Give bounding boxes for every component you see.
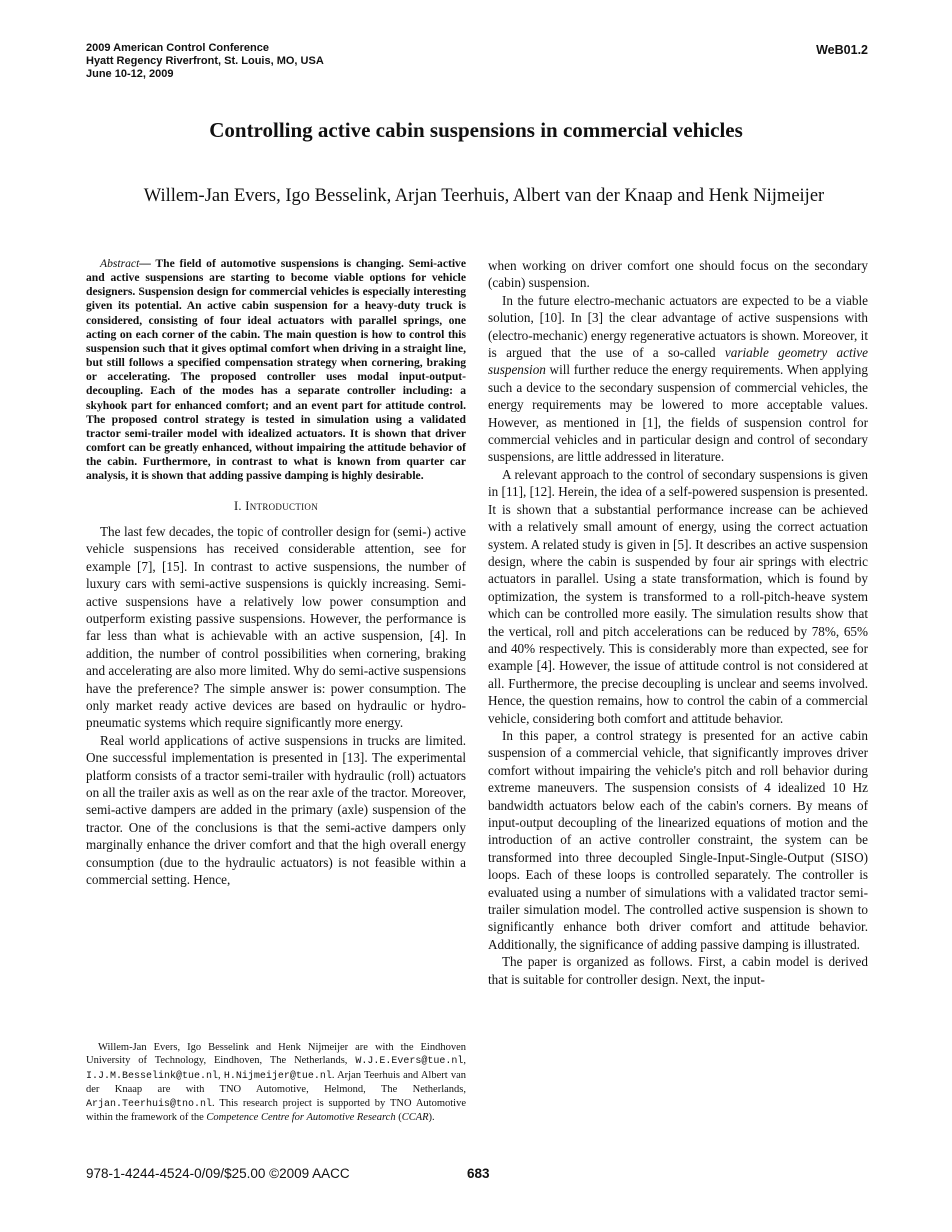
abstract-text: — The field of automotive suspensions is changing. Semi-active and active suspensions are starting to become viable options for vehicle designers. Suspension design for commercial vehicles is especially interesting given its potential. An active cabin suspension for a heavy-duty truck is considered, consisting of four ideal actuators with parallel springs, one acting on each corner of the cabin. The main question is how to control this suspension such that it gives optimal comfort when driving in a straight line, but still follows a specified compensation strategy when cornering, braking or accelerating. The proposed controller uses modal input-output-decoupling. Each of the modes has a separate controller including: a skyhook part for enhanced comfort; and an event part for attitude control. The proposed control strategy is tested in simulation using a validated tractor semi-trailer model with idealized actuators. It is shown that driver comfort can be greatly enhanced, without impairing the attitude behavior of the cabin. Furthermore, in contrast to what is known from quarter car analysis, it is shown that adding passive damping is highly desirable.	[86, 257, 466, 483]
page-number: 683	[467, 1166, 490, 1181]
right-column	[488, 257, 868, 988]
conference-dates: June 10-12, 2009	[86, 68, 174, 80]
left-column	[86, 257, 466, 888]
conference-header	[86, 42, 324, 81]
isbn-copyright: 978-1-4244-4524-0/09/$25.00 ©2009 AACC	[86, 1166, 350, 1181]
intro-paragraph-2: Real world applications of active suspensions in trucks are limited. One successful implementation is presented in [13]. The experimental platform consists of a tractor semi-trailer with hydraulic (roll) actuators on all the trailer axis as well as on the rear axle of the tractor. Moreover, semi-active dampers are added in the primary (axle) suspension of the tractor. One of the conclusions is that the semi-active dampers only marginally enhance the driver comfort and that the high overall energy consumption (due to the hydraulic actuators) is not feasible within a commercial setting. Hence,	[86, 732, 466, 888]
conference-venue: Hyatt Regency Riverfront, St. Louis, MO, USA	[86, 55, 324, 67]
intro-continuation: when working on driver comfort one should focus on the secondary (cabin) suspension.	[488, 258, 868, 291]
author-affiliation-footnote: Willem-Jan Evers, Igo Besselink and Henk Nijmeijer are with the Eindhoven University of Technology, Eindhoven, The Netherlands, W.J.E.Evers@tue.nl, I.J.M.Besselink@tue.nl, H.Nijmeijer@tue.nl. Arjan Teerhuis and Albert van der Knaap are with TNO Automotive, Helmond, The Netherlands, Arjan.Teerhuis@tno.nl. This research project is supported by TNO Automotive within the framework of the Competence Centre for Automotive Research (CCAR).	[86, 1042, 466, 1124]
email-link[interactable]: H.Nijmeijer@tue.nl	[223, 1070, 332, 1082]
conference-name: 2009 American Control Conference	[86, 42, 269, 54]
email-link[interactable]: W.J.E.Evers@tue.nl	[355, 1056, 464, 1068]
intro-paragraph-4: A relevant approach to the control of secondary suspensions is given in [11], [12]. Herein, the idea of a self-powered suspension is presented. It is shown that a substantial performance increase can be achieved with a relatively small amount of energy, using the correct actuation system. A related study is given in [5]. It describes an active suspension design, where the cabin is suspended by four air springs with electric actuators in parallel. Using a state transformation, which is found by optimization, the system is transformed to a roll-pitch-heave system which can be controlled more easily. The simulation results show that the vertical, roll and pitch accelerations can be reduced by 78%, 65% and 40% respectively. This is considerably more than expected, see for example [4]. However, the issue of attitude control is not considered at all. Furthermore, the precise decoupling is unclear and seems involved. Hence, the question remains, how to control the cabin of a commercial vehicle, considering both comfort and attitude behavior.	[488, 466, 868, 726]
paper-title: Controlling active cabin suspensions in commercial vehicles	[209, 118, 743, 142]
abstract	[86, 257, 466, 484]
intro-paragraph-3: In the future electro-mechanic actuators are expected to be a viable solution, [10]. In [3] the clear advantage of active suspensions with (electro-mechanic) energy regenerative actuators is shown. Moreover, it is argued that the use of a so-called variable geometry active suspension will further reduce the energy requirements. When applying such a device to the secondary suspension of commercial vehicles, the energy requirements may be lowered to more acceptable values. However, as mentioned in [1], the fields of suspension control for commercial vehicles and in particular design and control of secondary suspensions, are little addressed in literature.	[488, 292, 869, 465]
section-heading-introduction: I. Introduction	[233, 498, 319, 513]
session-code: WeB01.2	[816, 43, 868, 57]
email-link[interactable]: Arjan.Teerhuis@tno.nl	[86, 1098, 213, 1110]
author-list: Willem-Jan Evers, Igo Besselink, Arjan Teerhuis, Albert van der Knaap and Henk Nijmeijer	[143, 186, 825, 206]
intro-paragraph-6: The paper is organized as follows. First, a cabin model is derived that is suitable for controller design. Next, the input-	[488, 954, 868, 987]
intro-paragraph-5: In this paper, a control strategy is presented for an active cabin suspension of a commercial vehicle, that significantly improves driver comfort without impairing the vehicle's pitch and roll behavior during extreme maneuvers. The suspension consists of 4 idealized 10 Hz bandwidth actuators below each of the cabin's corners. By means of input-output decoupling of the linearized equations of motion and the introduction of an active controller constraint, the system can be transformed into three decoupled Single-Input-Single-Output (SISO) loops. Each of these loops is controlled separately. The controller is evaluated using a number of simulations with a validated tractor semi-trailer simulation model. The controlled active suspension is shown to significantly enhance both driver comfort and attitude behavior. Additionally, the significance of adding passive damping is illustrated.	[488, 727, 868, 952]
email-link[interactable]: I.J.M.Besselink@tue.nl	[86, 1070, 219, 1082]
abstract-label: Abstract	[100, 257, 140, 270]
intro-paragraph-1: The last few decades, the topic of controller design for (semi-) active vehicle suspensions has received considerable attention, see for example [7], [15]. In contrast to active suspensions, the number of luxury cars with semi-active suspensions is quickly increasing. Semi-active suspensions have a relatively low power consumption and outperform existing passive suspensions. However, the performance is far less than what is achievable with an active suspension, [4]. In addition, the number of control possibilities when cornering, braking and accelerating are also more limited. Why do semi-active suspensions have the preference? The simple answer is: power consumption. The only market ready active devices are based on hydraulic or hydro-pneumatic systems which require significantly more energy.	[86, 523, 466, 731]
